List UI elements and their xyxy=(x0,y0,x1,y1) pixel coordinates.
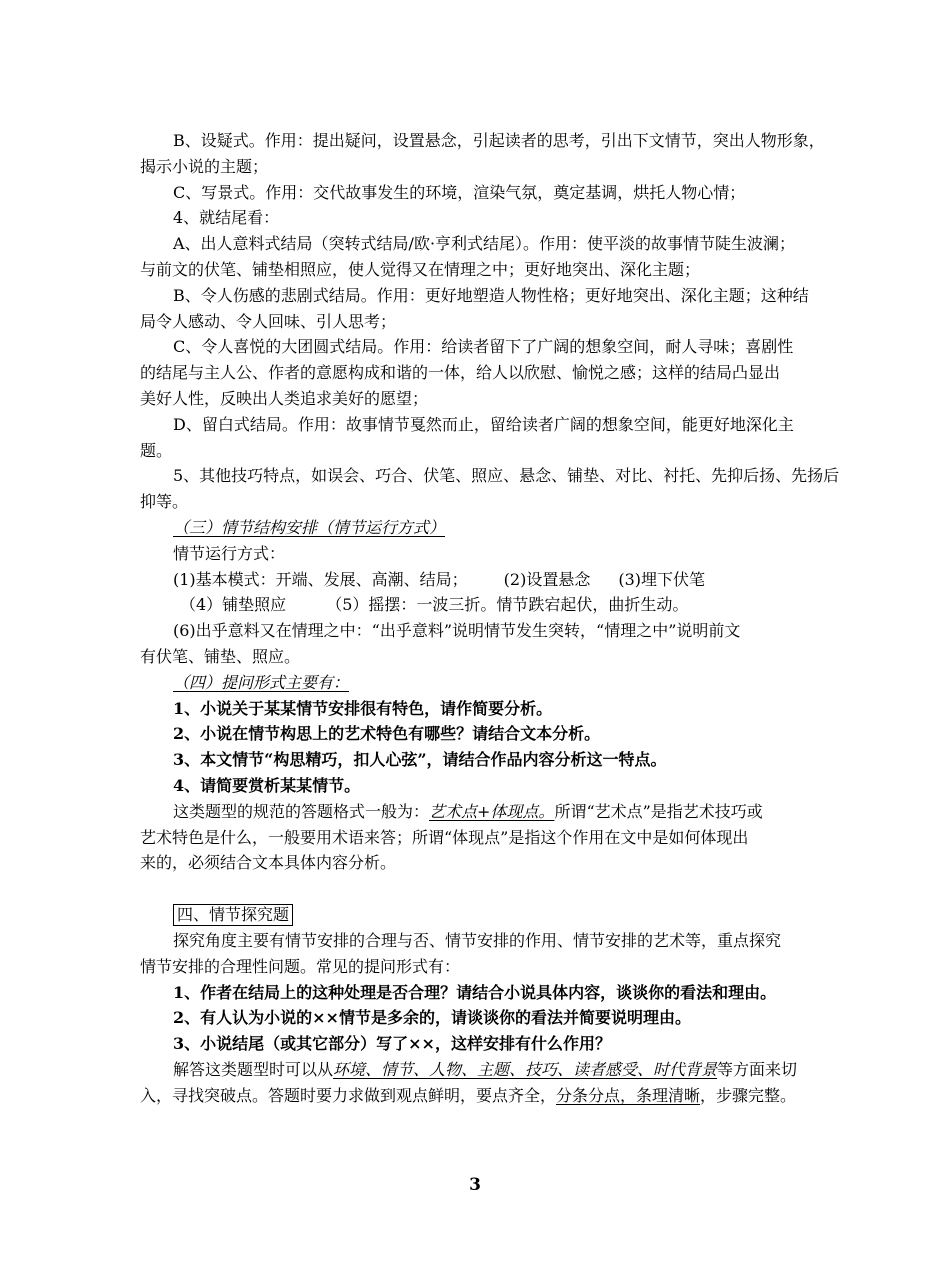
paragraph: 4、就结尾看： xyxy=(173,208,280,228)
paragraph: C、写景式。作用：交代故事发生的环境，渲染气氛，奠定基调，烘托人物心情； xyxy=(173,182,746,202)
question-item: 1、小说关于某某情节安排很有特色，请作简要分析。 xyxy=(173,698,553,718)
paragraph: B、设疑式。作用：提出疑问，设置悬念，引起读者的思考，引出下文情节，突出人物形象， xyxy=(173,131,825,150)
paragraph: （4）铺垫照应 （5）摇摆：一波三折。情节跌宕起伏，曲折生动。 xyxy=(180,595,689,615)
paragraph: A、出人意料式结局（突转式结局/欧·亨利式结尾）。作用：使平淡的故事情节陡生波澜； xyxy=(173,234,796,254)
paragraph: (1)基本模式：开端、发展、高潮、结局； (2)设置悬念 (3)埋下伏笔 xyxy=(173,569,706,589)
paragraph: (6)出乎意料又在情理之中：“出乎意料”说明情节发生突转，“情理之中”说明前文 xyxy=(173,621,741,641)
paragraph: 揭示小说的主题； xyxy=(140,156,269,176)
question-item: 3、本文情节“构思精巧，扣人心弦”，请结合作品内容分析这一特点。 xyxy=(173,750,667,770)
paragraph: 这类题型的规范的答题格式一般为：艺术点+体现点。所谓“艺术点”是指艺术技巧或 xyxy=(173,801,763,821)
paragraph: B、令人伤感的悲剧式结局。作用：更好地塑造人物性格；更好地突出、深化主题；这种结 xyxy=(173,285,809,305)
question-item: 2、小说在情节构思上的艺术特色有哪些？请结合文本分析。 xyxy=(173,724,601,744)
question-item: 4、请简要赏析某某情节。 xyxy=(173,775,361,795)
paragraph: 与前文的伏笔、铺垫相照应，使人觉得又在情理之中；更好地突出、深化主题； xyxy=(140,259,701,279)
subheading-4: （四）提问形式主要有： xyxy=(173,672,350,692)
document-body xyxy=(140,128,840,1108)
subheading-3: （三）情节结构安排（情节运行方式） xyxy=(173,517,446,537)
page-number: 3 xyxy=(469,1175,481,1195)
paragraph: 探究角度主要有情节安排的合理与否、情节安排的作用、情节安排的艺术等，重点探究 xyxy=(173,930,782,950)
paragraph: 来的，必须结合文本具体内容分析。 xyxy=(140,853,397,873)
paragraph: 美好人性，反映出人类追求美好的愿望； xyxy=(140,388,429,408)
paragraph: 题。 xyxy=(140,440,173,460)
paragraph: 的结尾与主人公、作者的意愿构成和谐的一体，给人以欣慰、愉悦之感；这样的结局凸显出 xyxy=(140,363,781,383)
paragraph: 抑等。 xyxy=(140,492,189,512)
section-heading: 四、情节探究题 xyxy=(173,904,293,926)
paragraph: 解答这类题型时可以从环境、情节、人物、主题、技巧、读者感受、时代背景等方面来切 xyxy=(173,1059,798,1079)
paragraph: 艺术特色是什么，一般要用术语来答；所谓“体现点”是指这个作用在文中是如何体现出 xyxy=(140,827,749,847)
paragraph: 5、其他技巧特点，如误会、巧合、伏笔、照应、悬念、铺垫、对比、衬托、先抑后扬、先扬后 xyxy=(173,466,840,486)
question-item: 3、小说结尾（或其它部分）写了××，这样安排有什么作用？ xyxy=(173,1034,611,1054)
paragraph: 入，寻找突破点。答题时要力求做到观点鲜明，要点齐全，分条分点，条理清晰，步骤完整。 xyxy=(140,1085,797,1105)
paragraph: D、留白式结局。作用：故事情节戛然而止，留给读者广阔的想象空间，能更好地深化主 xyxy=(173,414,794,434)
paragraph: 情节安排的合理性问题。常见的提问形式有： xyxy=(140,956,461,976)
paragraph: 局令人感动、令人回味、引人思考； xyxy=(140,311,397,331)
paragraph: 情节运行方式： xyxy=(173,543,286,563)
question-item: 2、有人认为小说的××情节是多余的，请谈谈你的看法并简要说明理由。 xyxy=(173,1008,691,1028)
paragraph: 有伏笔、铺垫、照应。 xyxy=(140,646,301,666)
paragraph: C、令人喜悦的大团圆式结局。作用：给读者留下了广阔的想象空间，耐人寻味；喜剧性 xyxy=(173,337,794,357)
question-item: 1、作者在结局上的这种处理是否合理？请结合小说具体内容，谈谈你的看法和理由。 xyxy=(173,982,777,1002)
